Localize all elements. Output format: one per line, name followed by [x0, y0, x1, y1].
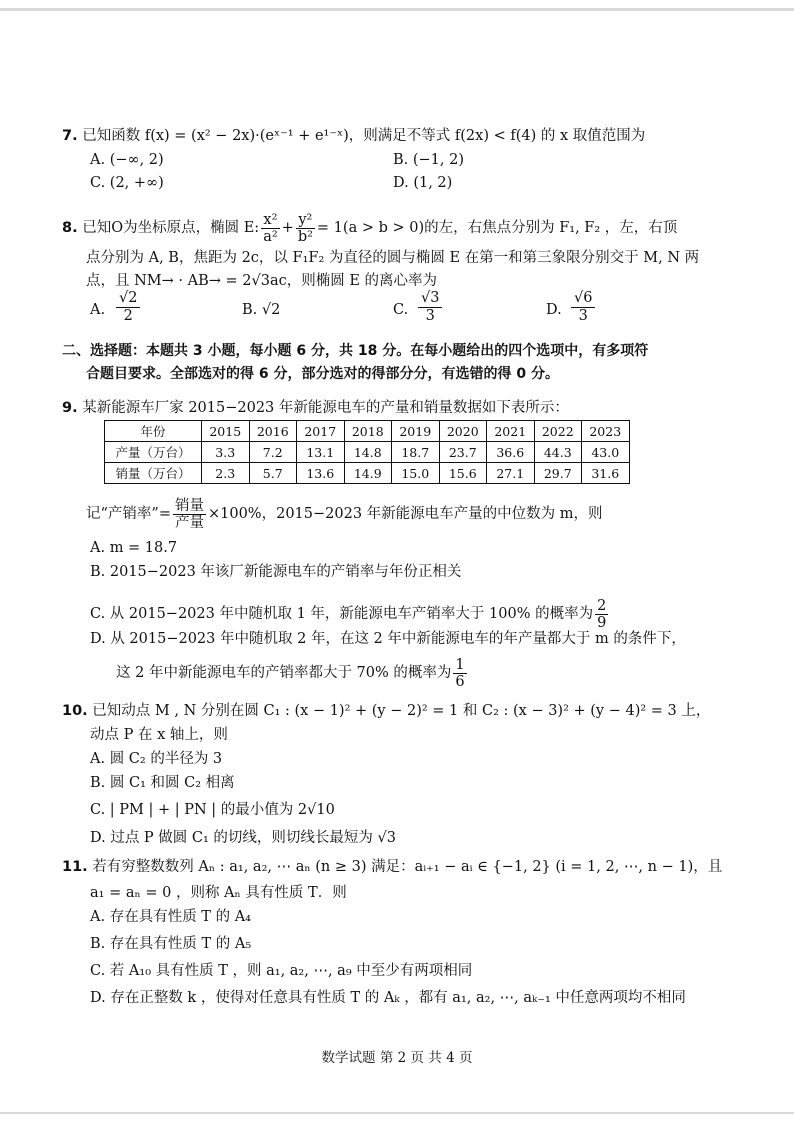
question-8-line-3: 点，且 NM→ · AB→ = 2√3ac，则椭圆 E 的离心率为: [86, 273, 438, 289]
question-text: 已知O为坐标原点，椭圆 E:: [82, 220, 260, 236]
option-b: [242, 300, 280, 320]
operator: +: [281, 220, 294, 236]
table-header-cell: 2023: [582, 421, 630, 442]
option-a: A. (−∞, 2): [90, 152, 164, 168]
table-cell: 13.1: [297, 442, 345, 463]
question-7-stem: [62, 126, 645, 146]
question-9-stem: [62, 398, 569, 418]
option-c: C. (2, +∞): [90, 175, 164, 191]
production-sales-table: [104, 420, 630, 484]
denominator: 2: [123, 308, 133, 324]
numerator: √6: [571, 290, 595, 308]
option-c-fraction: [418, 290, 442, 325]
option-d-line-2: [116, 655, 469, 691]
question-8-line-1: [62, 208, 677, 248]
question-text: 若有穷整数数列 Aₙ : a₁, a₂, ⋯ aₙ (n ≥ 3) 满足：aᵢ₊₁ − aᵢ ∈ {−1, 2} (i = 1, 2, ⋯, n − 1)，且: [92, 859, 723, 875]
fraction: [296, 212, 315, 245]
table-header-cell: 2020: [439, 421, 487, 442]
option-b-label: B.: [242, 302, 258, 318]
numerator: √3: [418, 290, 442, 308]
table-cell: 23.7: [439, 442, 487, 463]
fraction: [173, 498, 206, 531]
option-c-label: C.: [393, 302, 409, 318]
table-row: [105, 442, 630, 463]
table-cell: 7.2: [249, 442, 297, 463]
numerator: 2: [597, 597, 607, 614]
page-footer: 数学试题 第 2 页 共 4 页: [321, 1050, 473, 1066]
option-c: C. | PM | + | PN | 的最小值为 2√10: [90, 802, 335, 818]
option-b: B. 存在具有性质 T 的 A₅: [90, 936, 252, 952]
section-2-line-1: 二、选择题：本题共 3 小题，每小题 6 分，共 18 分。在每小题给出的四个选项中，有多项符: [62, 343, 649, 359]
denominator: 3: [578, 308, 588, 324]
option-a-fraction: [116, 290, 140, 325]
denominator: 6: [455, 673, 465, 690]
table-row-label: 销量（万台）: [105, 463, 202, 484]
numerator: 1: [455, 656, 465, 673]
question-9-note: [86, 495, 603, 533]
question-number: 9.: [62, 400, 78, 416]
question-8-line-2: 点分别为 A, B，焦距为 2c，以 F₁F₂ 为直径的圆与椭圆 E 在第一和第三象限分别交于 M, N 两: [86, 250, 700, 266]
table-header-cell: 2019: [392, 421, 440, 442]
table-cell: 14.9: [344, 463, 392, 484]
option-b: B. 圆 C₁ 和圆 C₂ 相离: [90, 775, 235, 791]
table-row-label: 产量（万台）: [105, 442, 202, 463]
option-b: B. (−1, 2): [393, 152, 465, 168]
fraction: [261, 212, 279, 245]
table-cell: 2.3: [202, 463, 250, 484]
question-11-line-1: [62, 857, 722, 877]
option-text: 这 2 年中新能源电车的产销率都大于 70% 的概率为: [116, 665, 452, 681]
option-a-label: A.: [90, 302, 106, 318]
bottom-border: [0, 1112, 794, 1114]
denominator: 9: [597, 614, 607, 631]
numerator: y²: [296, 212, 315, 229]
table-header-cell: 年份: [105, 421, 202, 442]
fraction: [595, 598, 608, 631]
table-cell: 43.0: [582, 442, 630, 463]
table-cell: 31.6: [582, 463, 630, 484]
table-cell: 5.7: [249, 463, 297, 484]
table-header-cell: 2016: [249, 421, 297, 442]
denominator: 3: [425, 308, 435, 324]
option-d-label: D.: [546, 302, 562, 318]
question-10-line-1: [62, 701, 710, 721]
table-header-cell: 2017: [297, 421, 345, 442]
option-d: D. 过点 P 做圆 C₁ 的切线，则切线长最短为 √3: [90, 830, 396, 846]
option-d: D. 存在正整数 k ，使得对任意具有性质 T 的 Aₖ ，都有 a₁, a₂, ⋯, aₖ₋₁ 中任意两项均不相同: [90, 990, 686, 1006]
numerator: 销量: [174, 497, 204, 514]
option-b-value: √2: [261, 302, 281, 318]
question-text: 已知函数 f(x) = (x² − 2x)·(eˣ⁻¹ + e¹⁻ˣ)，则满足不等式 f(2x) < f(4) 的 x 取值范围为: [82, 128, 646, 144]
option-b: B. 2015−2023 年该厂新能源电车的产销率与年份正相关: [90, 564, 462, 580]
table-row: [105, 463, 630, 484]
option-d-fraction: [571, 290, 595, 325]
question-10-line-2: 动点 P 在 x 轴上，则: [90, 727, 228, 743]
numerator: √2: [116, 290, 140, 308]
table-cell: 18.7: [392, 442, 440, 463]
note-text: 记“产销率”=: [86, 506, 171, 522]
question-number: 10.: [62, 703, 88, 719]
table-cell: 29.7: [534, 463, 582, 484]
option-c: C. 若 A₁₀ 具有性质 T ，则 a₁, a₂, ⋯, a₉ 中至少有两项相同: [90, 963, 473, 979]
table-cell: 3.3: [202, 442, 250, 463]
table-cell: 44.3: [534, 442, 582, 463]
question-11-line-2: a₁ = aₙ = 0 ，则称 Aₙ 具有性质 T．则: [90, 885, 347, 901]
table-cell: 13.6: [297, 463, 345, 484]
note-text: ×100%，2015−2023 年新能源电车产量的中位数为 m，则: [207, 506, 603, 522]
denominator: 产量: [174, 514, 204, 531]
table-header-cell: 2021: [487, 421, 535, 442]
question-number: 11.: [62, 859, 88, 875]
table-header-cell: 2022: [534, 421, 582, 442]
question-number: 7.: [62, 128, 78, 144]
question-text: 某新能源车厂家 2015−2023 年新能源电车的产量和销量数据如下表所示：: [82, 400, 569, 416]
table-header-cell: 2015: [202, 421, 250, 442]
table-cell: 27.1: [487, 463, 535, 484]
table-cell: 14.8: [344, 442, 392, 463]
question-text: 已知动点 M , N 分别在圆 C₁ : (x − 1)² + (y − 2)² = 1 和 C₂ : (x − 3)² + (y − 4)² = 3 上，: [92, 703, 711, 719]
table-cell: 15.6: [439, 463, 487, 484]
table-cell: 15.0: [392, 463, 440, 484]
section-2-line-2: 合题目要求。全部选对的得 6 分，部分选对的得部分分，有选错的得 0 分。: [86, 366, 559, 382]
option-d-line-1: D. 从 2015−2023 年中随机取 2 年，在这 2 年中新能源电车的年产量都大于 m 的条件下，: [90, 631, 686, 647]
option-a: A. m = 18.7: [90, 540, 178, 556]
option-text: C. 从 2015−2023 年中随机取 1 年，新能源电车产销率大于 100% 的概率为: [90, 606, 594, 622]
top-border: [0, 8, 794, 11]
table-cell: 36.6: [487, 442, 535, 463]
numerator: x²: [261, 212, 279, 229]
option-a: A. 存在具有性质 T 的 A₄: [90, 909, 251, 925]
denominator: a²: [263, 228, 278, 245]
question-text: = 1(a > b > 0)的左，右焦点分别为 F₁, F₂ ，左，右顶: [316, 220, 678, 236]
table-header-row: [105, 421, 630, 442]
fraction: [453, 657, 466, 690]
option-c: [90, 596, 610, 632]
denominator: b²: [297, 228, 313, 245]
option-d: D. (1, 2): [393, 175, 453, 191]
option-a: A. 圆 C₂ 的半径为 3: [90, 751, 223, 767]
table-header-cell: 2018: [344, 421, 392, 442]
question-number: 8.: [62, 220, 78, 236]
